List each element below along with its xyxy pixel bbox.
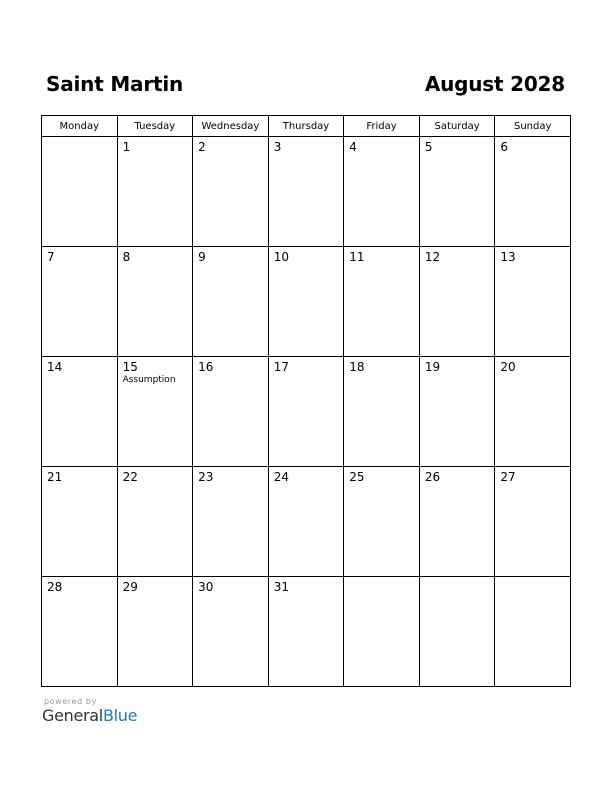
weekday-header-row	[42, 116, 571, 137]
day-cell	[193, 247, 269, 357]
day-cell	[117, 467, 193, 577]
day-number	[495, 577, 570, 580]
brand-name-part1: General	[42, 706, 103, 725]
day-number: 22	[122, 470, 138, 484]
day-number: 20	[500, 360, 516, 374]
day-cell	[42, 137, 118, 247]
day-number: 17	[273, 360, 289, 374]
country-title: Saint Martin	[46, 72, 184, 96]
day-cell	[193, 467, 269, 577]
day-cell	[344, 357, 420, 467]
day-cell	[117, 137, 193, 247]
day-number: 16	[198, 360, 214, 374]
powered-by-text: powered by	[44, 697, 97, 706]
day-number: 29	[122, 580, 138, 594]
day-number: 2	[198, 140, 206, 154]
day-cell	[117, 357, 193, 467]
day-cell	[344, 247, 420, 357]
day-number	[344, 577, 419, 580]
day-number: 25	[349, 470, 365, 484]
day-cell	[495, 247, 571, 357]
weekday-header: Saturday	[419, 116, 495, 137]
day-number: 9	[198, 250, 206, 264]
month-year-title: August 2028	[424, 72, 565, 96]
footer-logo[interactable]	[42, 697, 137, 725]
day-cell	[42, 467, 118, 577]
holiday-label: Assumption	[122, 375, 176, 385]
weekday-header: Sunday	[495, 116, 571, 137]
day-cell	[193, 577, 269, 687]
day-cell	[268, 137, 344, 247]
day-cell	[268, 467, 344, 577]
day-number: 7	[47, 250, 55, 264]
day-number	[420, 577, 495, 580]
weekday-header: Friday	[344, 116, 420, 137]
day-number: 1	[122, 140, 131, 154]
day-cell	[495, 467, 571, 577]
day-cell	[495, 357, 571, 467]
day-number: 23	[198, 470, 214, 484]
day-number: 21	[47, 470, 63, 484]
day-number: 11	[349, 250, 365, 264]
day-number: 12	[424, 250, 441, 264]
calendar-grid	[41, 115, 571, 687]
day-cell	[117, 247, 193, 357]
day-number: 15	[122, 360, 138, 374]
day-number: 14	[47, 360, 63, 374]
day-number: 31	[273, 580, 289, 594]
day-number: 10	[273, 250, 289, 264]
day-number: 27	[500, 470, 516, 484]
day-cell	[42, 577, 118, 687]
day-number: 30	[198, 580, 214, 594]
week-row	[42, 357, 571, 467]
day-cell	[419, 137, 495, 247]
day-number: 4	[349, 140, 357, 154]
brand-name[interactable]	[42, 706, 137, 725]
day-number: 5	[424, 140, 433, 154]
day-cell	[419, 467, 495, 577]
weekday-header: Wednesday	[193, 116, 269, 137]
day-number: 6	[500, 140, 509, 154]
day-number: 8	[122, 250, 131, 264]
day-number: 26	[424, 470, 441, 484]
weekday-header: Thursday	[268, 116, 344, 137]
day-cell	[117, 577, 193, 687]
week-row	[42, 577, 571, 687]
day-number: 18	[349, 360, 365, 374]
day-cell	[344, 467, 420, 577]
day-number: 28	[47, 580, 63, 594]
day-cell	[268, 577, 344, 687]
brand-name-part2: Blue	[102, 706, 138, 725]
week-row	[42, 467, 571, 577]
day-number: 3	[273, 140, 282, 154]
day-number: 13	[500, 250, 516, 264]
day-cell	[344, 577, 420, 687]
day-cell	[495, 577, 571, 687]
day-cell	[344, 137, 420, 247]
day-cell	[419, 577, 495, 687]
day-cell	[42, 247, 118, 357]
day-number: 24	[273, 470, 289, 484]
day-cell	[268, 247, 344, 357]
day-cell	[419, 247, 495, 357]
day-cell	[419, 357, 495, 467]
day-cell	[495, 137, 571, 247]
weekday-header: Monday	[42, 116, 118, 137]
day-number	[42, 137, 117, 140]
day-cell	[193, 137, 269, 247]
week-row	[42, 247, 571, 357]
day-cell	[268, 357, 344, 467]
weekday-header: Tuesday	[117, 116, 193, 137]
day-cell	[193, 357, 269, 467]
day-cell	[42, 357, 118, 467]
week-row	[42, 137, 571, 247]
day-number: 19	[424, 360, 441, 374]
